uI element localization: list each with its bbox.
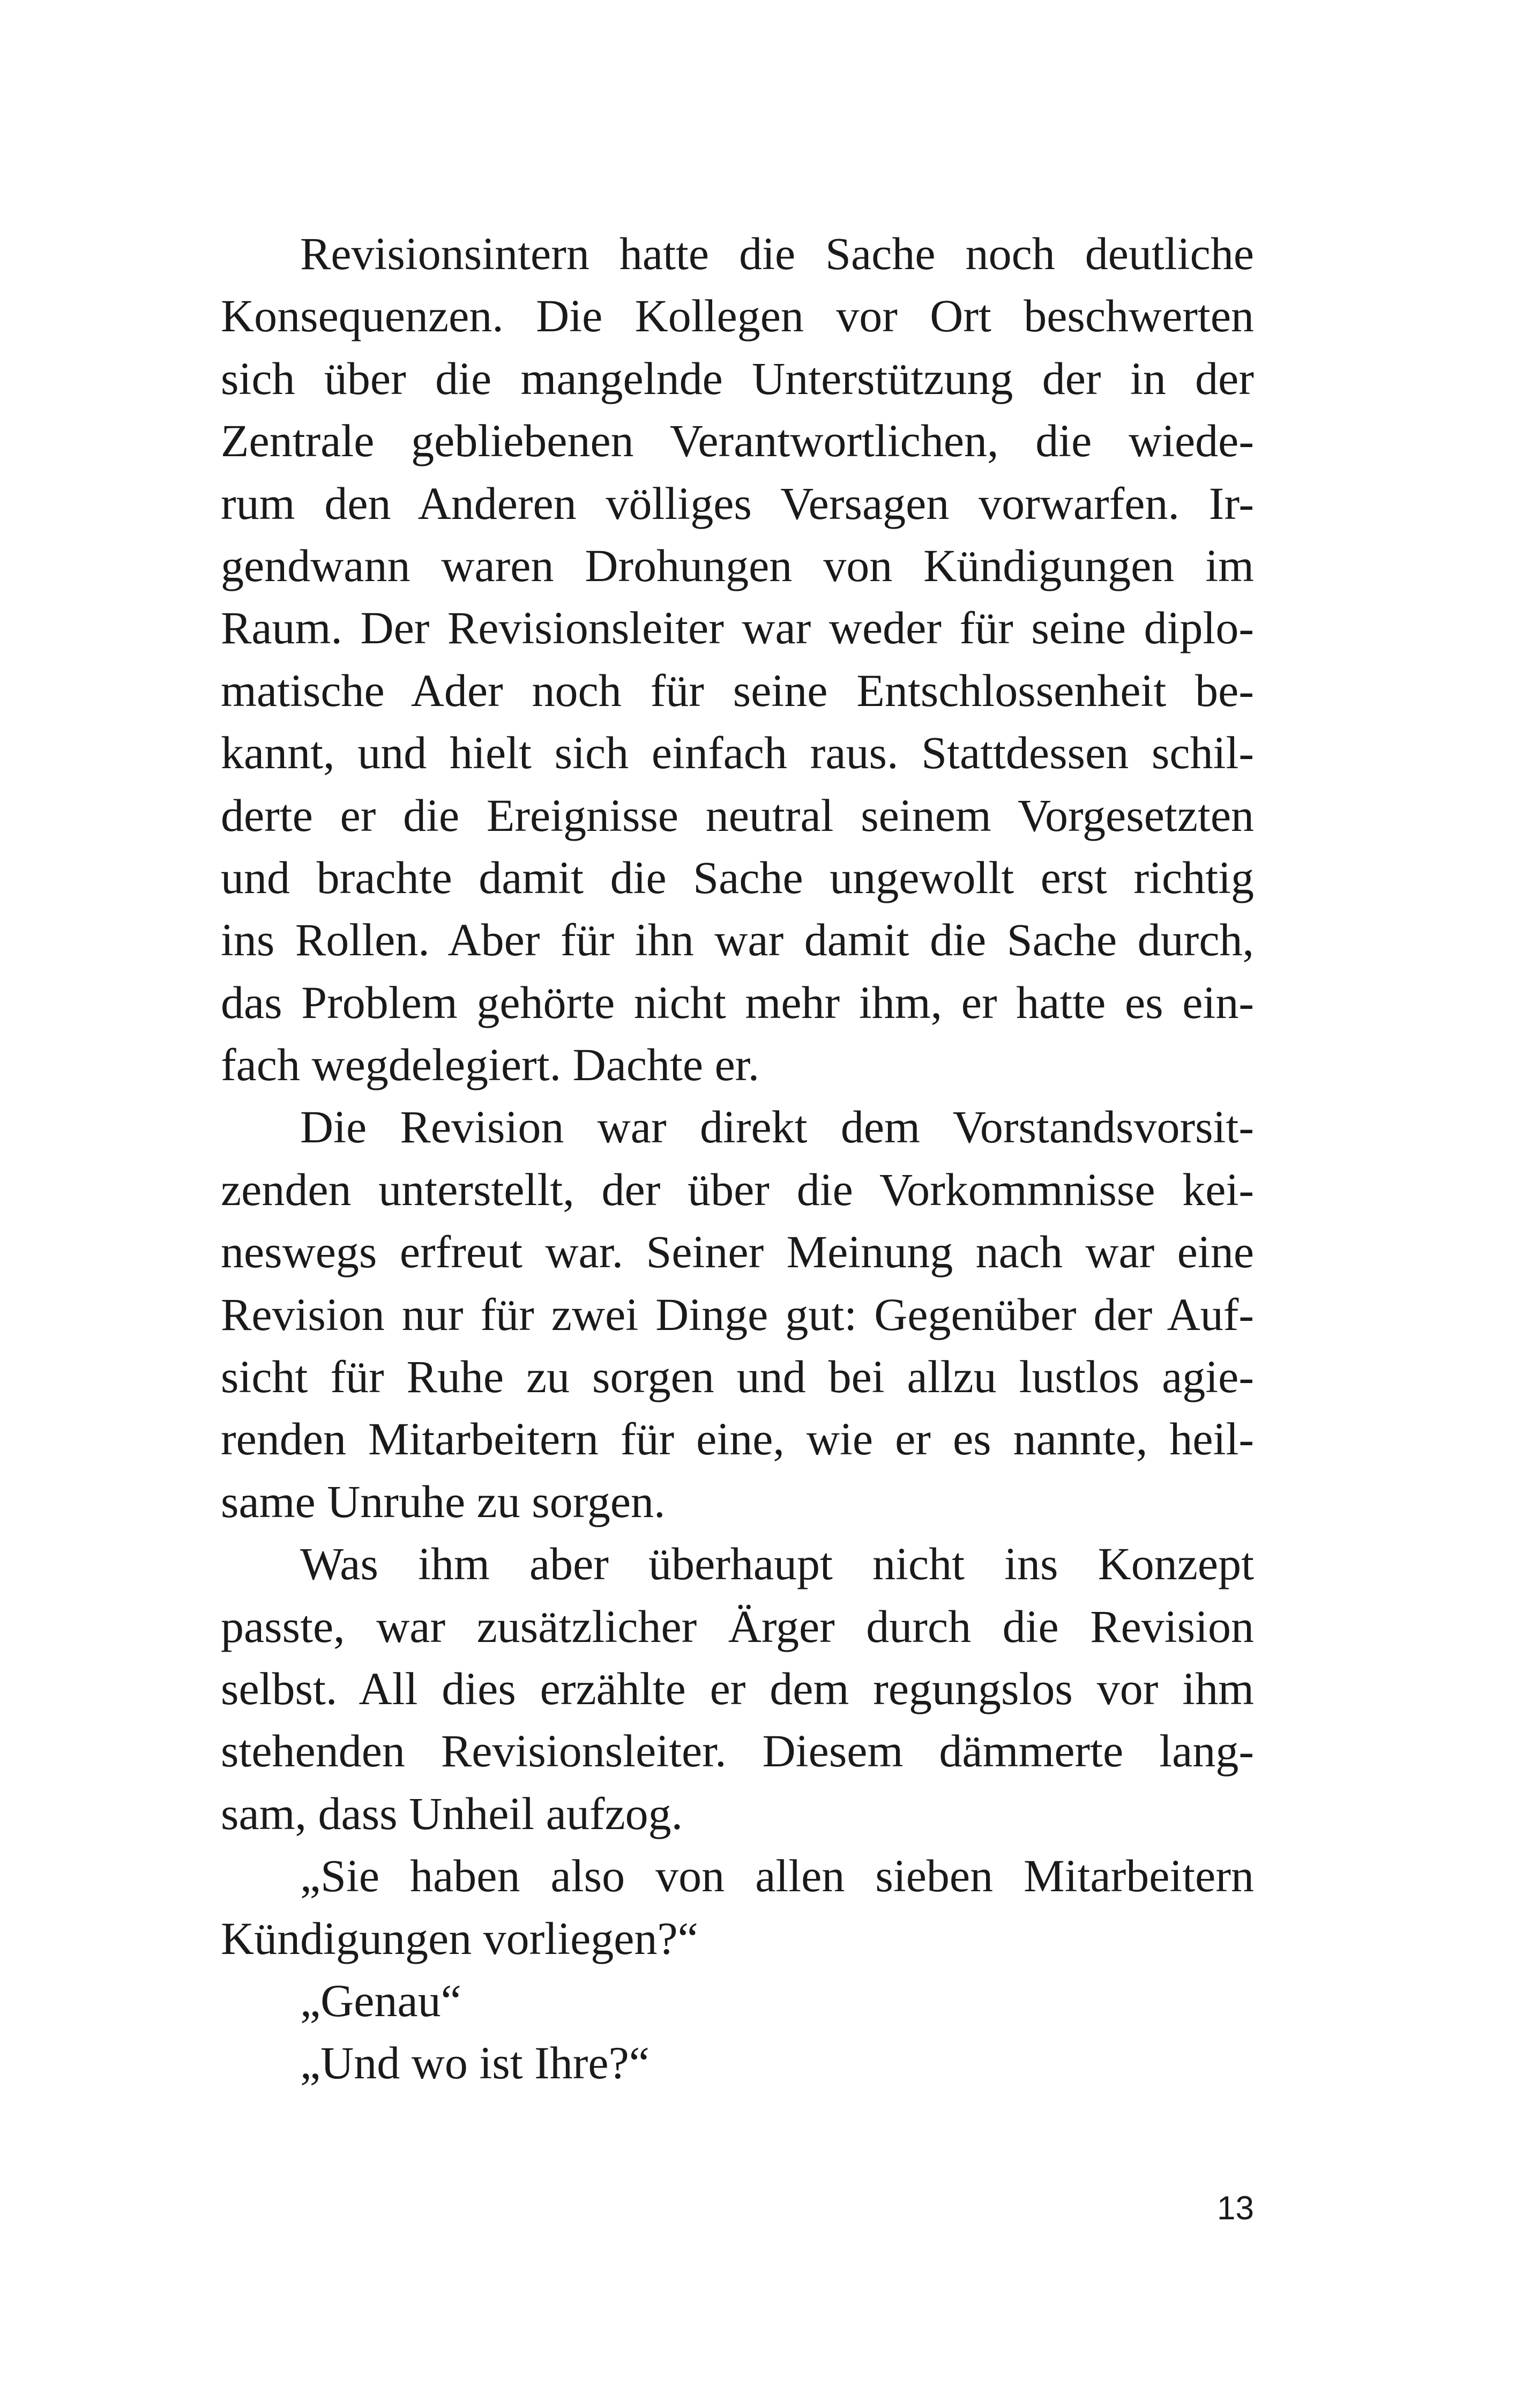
text-line: sicht für Ruhe zu sorgen und bei allzu lustlos agie- xyxy=(221,1351,1254,1403)
page-number: 13 xyxy=(1217,2190,1254,2227)
text-line: neswegs erfreut war. Seiner Meinung nach war eine xyxy=(221,1226,1254,1278)
text-line: „Und wo ist Ihre?“ xyxy=(300,2037,649,2089)
text-line: matische Ader noch für seine Entschlossenheit be- xyxy=(221,664,1254,716)
text-line: Die Revision war direkt dem Vorstandsvorsit- xyxy=(300,1101,1254,1153)
text-line: stehenden Revisionsleiter. Diesem dämmerte lang- xyxy=(221,1725,1254,1777)
text-line: passte, war zusätzlicher Ärger durch die Revision xyxy=(221,1600,1254,1652)
text-line: „Genau“ xyxy=(300,1974,461,2026)
text-line: same Unruhe zu sorgen. xyxy=(221,1475,666,1527)
text-line: Revision nur für zwei Dinge gut: Gegenüber der Auf- xyxy=(221,1288,1254,1340)
body-text xyxy=(221,222,1254,2094)
text-line: „Sie haben also von allen sieben Mitarbeitern xyxy=(300,1850,1254,1902)
text-line: Zentrale gebliebenen Verantwortlichen, die wiede- xyxy=(221,415,1254,467)
text-line: das Problem gehörte nicht mehr ihm, er hatte es ein- xyxy=(221,976,1254,1028)
text-line: sam, dass Unheil aufzog. xyxy=(221,1787,683,1839)
text-line: selbst. All dies erzählte er dem regungslos vor ihm xyxy=(221,1662,1254,1714)
text-line: fach wegdelegiert. Dachte er. xyxy=(221,1039,760,1091)
text-line: sich über die mangelnde Unterstützung der in der xyxy=(221,352,1254,404)
text-line: Raum. Der Revisionsleiter war weder für seine diplo- xyxy=(221,602,1254,654)
text-line: zenden unterstellt, der über die Vorkommnisse kei- xyxy=(221,1163,1254,1215)
text-line: Kündigungen vorliegen?“ xyxy=(221,1912,698,1964)
text-line: gendwann waren Drohungen von Kündigungen im xyxy=(221,539,1254,591)
text-line: Revisionsintern hatte die Sache noch deutliche xyxy=(300,228,1254,279)
text-line: derte er die Ereignisse neutral seinem Vorgesetzten xyxy=(221,789,1254,841)
text-line: und brachte damit die Sache ungewollt erst richtig xyxy=(221,851,1254,903)
text-line: rum den Anderen völliges Versagen vorwarfen. Ir- xyxy=(221,477,1254,529)
text-line: Was ihm aber überhaupt nicht ins Konzept xyxy=(300,1538,1254,1590)
text-line: Konsequenzen. Die Kollegen vor Ort beschwerten xyxy=(221,290,1254,342)
text-line: renden Mitarbeitern für eine, wie er es nannte, heil- xyxy=(221,1413,1254,1465)
text-line: ins Rollen. Aber für ihn war damit die Sache durch, xyxy=(221,914,1254,966)
text-line: kannt, und hielt sich einfach raus. Stattdessen schil- xyxy=(221,727,1254,779)
